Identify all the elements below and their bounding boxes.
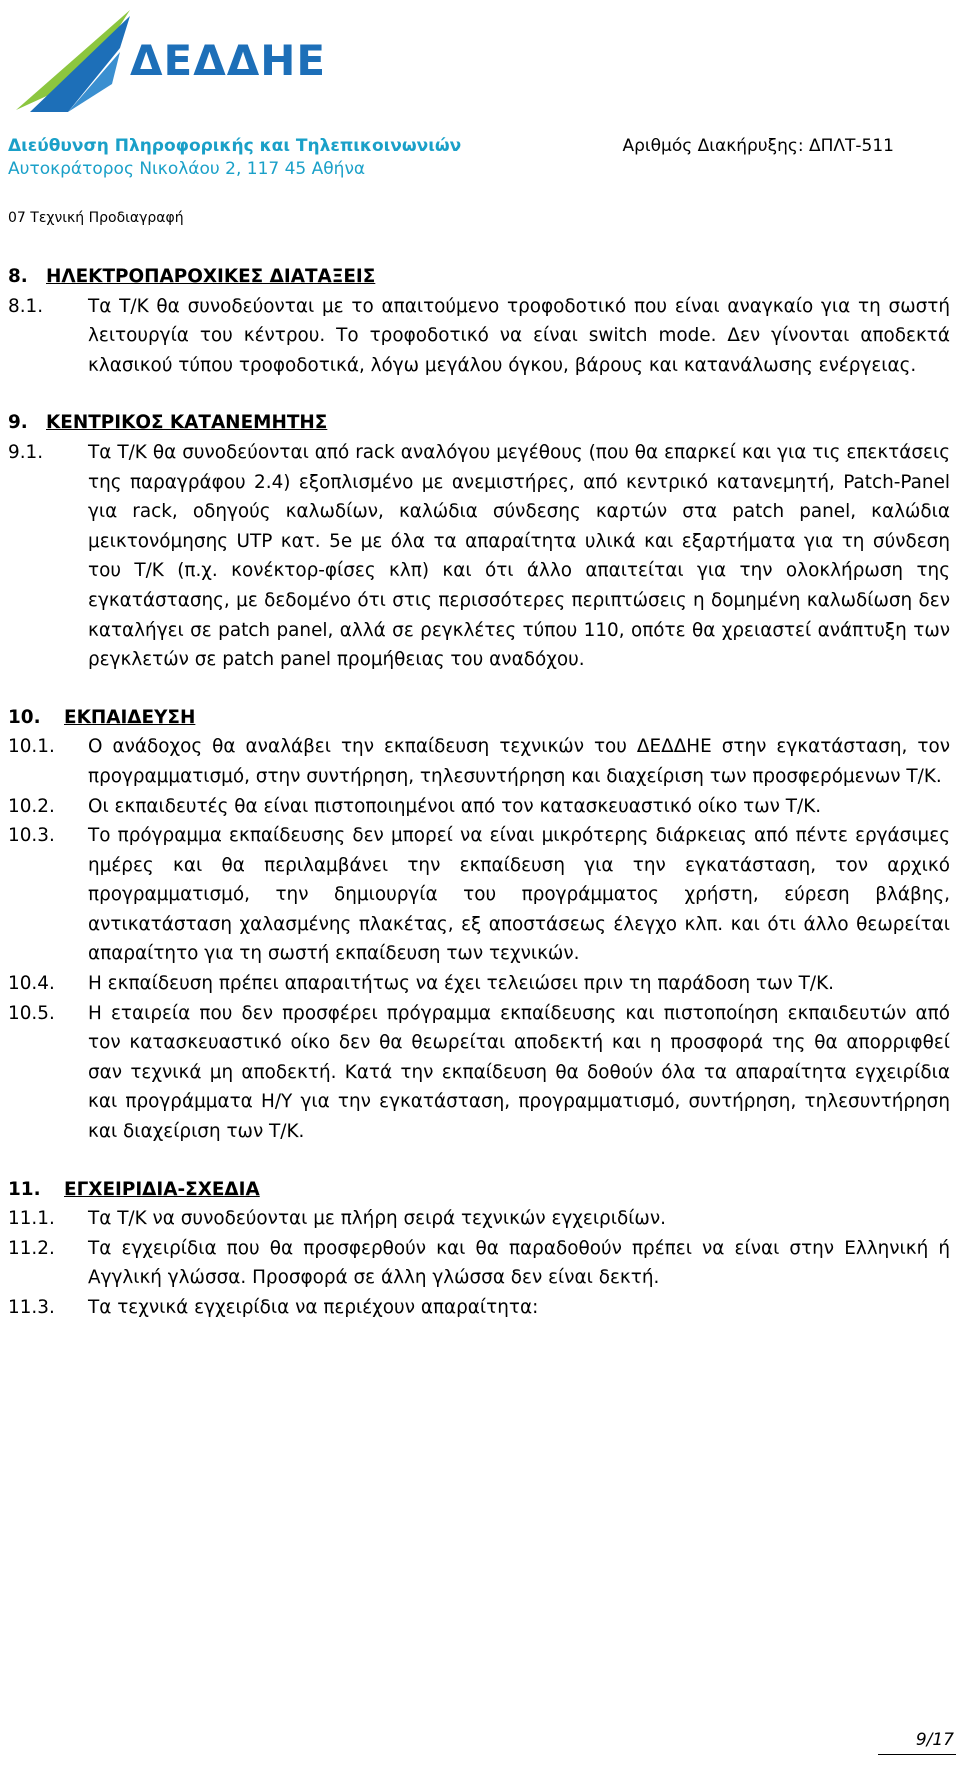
item-number: 8.1.: [8, 295, 44, 317]
list-item: [8, 1234, 954, 1293]
item-text: Τα τεχνικά εγχειρίδια να περιέχουν απαραίτητα:: [88, 1297, 539, 1318]
list-item: [8, 821, 954, 969]
item-number: 10.2.: [8, 795, 55, 817]
item-text: Το πρόγραμμα εκπαίδευσης δεν μπορεί να είναι μικρότερης διάρκειας από πέντε εργάσιμες ημέρες και θα περιλαμβάνει την εκπαίδευση για την εγκατάσταση, τον αρχικό προγραμματισμό, την δημιουργία του προγράμματος χρήστη, εύρεση βλάβης, αντικατάσταση χαλασμένης πλακέτας, εξ αποστάσεως έλεγχο κλπ. και ότι άλλο θεωρείται απαραίτητο για τη σωστή εκπαίδευση των τεχνικών.: [88, 825, 950, 965]
item-number: 11.1.: [8, 1208, 55, 1230]
item-number: 9.1.: [8, 441, 44, 463]
doc-section-label: 07 Τεχνική Προδιαγραφή: [8, 210, 184, 226]
item-number: 10.5.: [8, 1002, 55, 1024]
section-title: ΕΚΠΑΙΔΕΥΣΗ: [64, 706, 196, 728]
item-number: 11.2.: [8, 1237, 55, 1259]
org-name: Διεύθυνση Πληροφορικής και Τηλεπικοινωνιών: [8, 136, 462, 156]
list-item: [8, 732, 954, 791]
footer-divider: [878, 1754, 956, 1755]
item-text: Η εταιρεία που δεν προσφέρει πρόγραμμα εκπαίδευσης και πιστοποίηση εκπαιδευτών από τον κατασκευαστικό οίκο δεν θα θεωρείται αποδεκτή και η προσφορά της θα απορριφθεί σαν τεχνικά μη αποδεκτή. Κατά την εκπαίδευση θα δοθούν όλα τα απαραίτητα εγχειρίδια και προγράμματα Η/Υ για την εγκατάσταση, προγραμματισμό, συντήρηση, τηλεσυντήρηση και διαχείριση των Τ/Κ.: [88, 1002, 950, 1143]
section-heading: [8, 408, 954, 438]
item-text: Τα εγχειρίδια που θα προσφερθούν και θα παραδοθούν πρέπει να είναι στην Ελληνική ή Αγγλική γλώσσα. Προσφορά σε άλλη γλώσσα δεν είναι δεκτή.: [88, 1237, 950, 1289]
list-item: [8, 792, 954, 822]
item-number: 10.4.: [8, 973, 55, 995]
item-text: Ο ανάδοχος θα αναλάβει την εκπαίδευση τεχνικών του ΔΕΔΔΗΕ στην εγκατάσταση, τον προγραμματισμό, στην συντήρηση, τηλεσυντήρηση και διαχείριση των προσφερόμενων Τ/Κ.: [88, 736, 950, 787]
list-item: [8, 292, 954, 381]
section-title: ΕΓΧΕΙΡΙΔΙΑ-ΣΧΕΔΙΑ: [64, 1178, 260, 1200]
item-text: Οι εκπαιδευτές θα είναι πιστοποιημένοι από τον κατασκευαστικό οίκο των Τ/Κ.: [88, 795, 822, 817]
section-number: 10.: [8, 706, 41, 728]
section-heading: [8, 703, 954, 733]
item-number: 11.3.: [8, 1297, 55, 1318]
list-item: [8, 999, 954, 1147]
list-item: [8, 1204, 954, 1234]
section-number: 9.: [8, 412, 28, 434]
page-number: 9/17: [915, 1730, 954, 1750]
list-item: [8, 969, 954, 999]
tender-number: Αριθμός Διακήρυξης: ΔΠΛΤ-511: [622, 136, 894, 156]
item-number: 10.1.: [8, 736, 55, 758]
section-heading: [8, 1175, 954, 1205]
document-body: [8, 262, 954, 1323]
item-text: Τα Τ/Κ θα συνοδεύονται με το απαιτούμενο τροφοδοτικό που είναι αναγκαίο για τη σωστή λειτουργία του κέντρου. Το τροφοδοτικό να είναι switch mode. Δεν γίνονται αποδεκτά κλασικού τύπου τροφοδοτικά, λόγω μεγάλου όγκου, βάρους και κατανάλωσης ενέργειας.: [88, 295, 950, 376]
company-logo: [8, 8, 327, 120]
section-number: 11.: [8, 1178, 41, 1200]
item-number: 10.3.: [8, 825, 55, 847]
item-text: Τα Τ/Κ να συνοδεύονται με πλήρη σειρά τεχνικών εγχειριδίων.: [88, 1208, 666, 1230]
logo-wordmark: ΔΕΔΔΗΕ: [130, 36, 327, 85]
section-title: ΚΕΝΤΡΙΚΟΣ ΚΑΤΑΝΕΜΗΤΗΣ: [46, 412, 328, 434]
item-text: Τα Τ/Κ θα συνοδεύονται από rack αναλόγου μεγέθους (που θα επαρκεί και για τις επεκτάσεις της παραγράφου 2.4) εξοπλισμένο με ανεμιστήρες, από κεντρικό κατανεμητή, Patch-Panel για rack, οδηγούς καλωδίων, καλώδια σύνδεσης καρτών στα patch panel, καλώδια μεικτονόμησης UTP κατ. 5e με όλα τα απαραίτητα υλικά και εξαρτήματα για τη σύνδεση του Τ/Κ (π.χ. κονέκτορ-φίσες κλπ) και ότι άλλο απαιτείται για την ολοκλήρωση της εγκατάστασης, με δεδομένο ότι στις περισσότερες περιπτώσεις η δομημένη καλωδίωση δεν καταλήγει σε patch panel, αλλά σε ρεγκλέτες τύπου 110, οπότε θα χρειαστεί ανάπτυξη των ρεγκλετών σε patch panel προμήθειας του αναδόχου.: [88, 441, 950, 671]
org-address: Αυτοκράτορος Νικολάου 2, 117 45 Αθήνα: [8, 159, 366, 179]
item-text: Η εκπαίδευση πρέπει απαραιτήτως να έχει τελειώσει πριν τη παράδοση των Τ/Κ.: [88, 973, 834, 995]
section-number: 8.: [8, 266, 28, 287]
list-item: [8, 438, 954, 675]
list-item: [8, 1293, 954, 1323]
section-heading: [8, 262, 954, 292]
section-title: ΗΛΕΚΤΡΟΠΑΡΟΧΙΚΕΣ ΔΙΑΤΑΞΕΙΣ: [46, 266, 376, 287]
